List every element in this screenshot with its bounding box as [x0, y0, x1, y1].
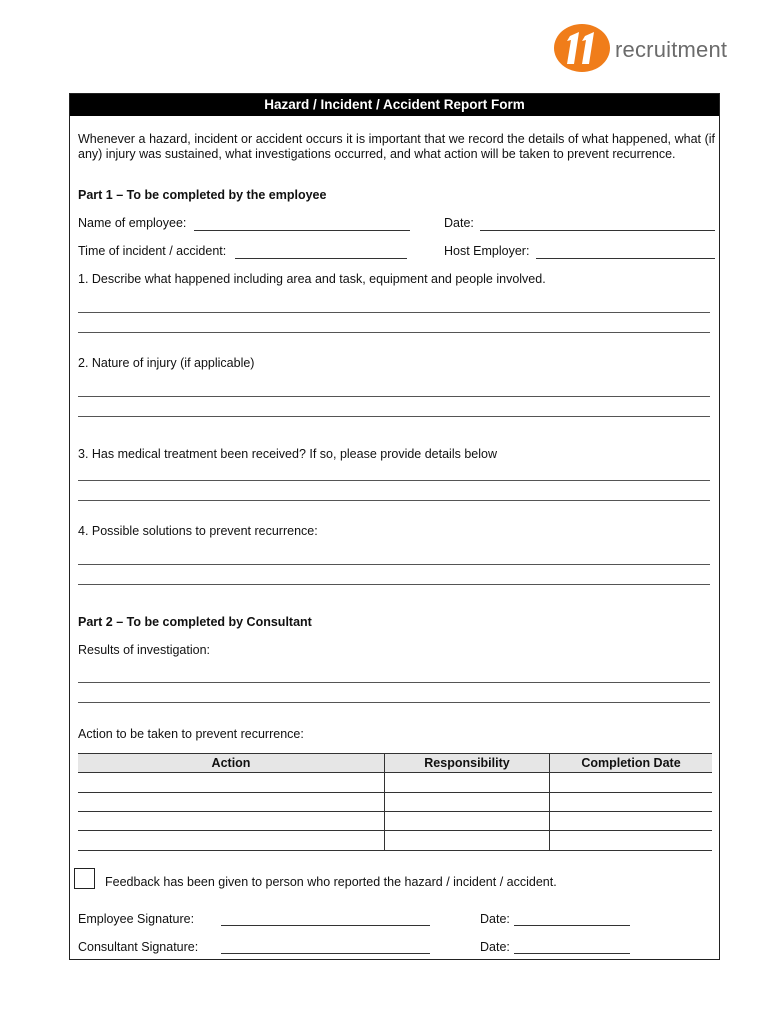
- question-1: 1. Describe what happened including area and task, equipment and people involved.: [78, 272, 546, 286]
- consultant-signature-date-label: Date:: [480, 940, 510, 954]
- table-divider: [384, 753, 385, 851]
- part2-heading: Part 2 – To be completed by Consultant: [78, 615, 312, 629]
- table-row[interactable]: [78, 792, 712, 793]
- consultant-signature-label: Consultant Signature:: [78, 940, 199, 954]
- table-row[interactable]: [78, 850, 712, 851]
- employee-signature-date-field[interactable]: [514, 925, 630, 926]
- question-3: 3. Has medical treatment been received? If so, please provide details below: [78, 447, 497, 461]
- feedback-checkbox[interactable]: [74, 868, 95, 889]
- company-logo: [552, 22, 732, 74]
- employee-signature-field[interactable]: [221, 925, 430, 926]
- table-row[interactable]: [78, 830, 712, 831]
- form-title: Hazard / Incident / Accident Report Form: [70, 94, 719, 116]
- date-field[interactable]: [480, 230, 715, 231]
- answer-line[interactable]: [78, 480, 710, 481]
- table-header-responsibility: Responsibility: [424, 756, 510, 770]
- logo-mark-icon: [552, 22, 614, 74]
- report-form: [69, 93, 720, 960]
- employee-signature-label: Employee Signature:: [78, 912, 195, 926]
- employee-name-field[interactable]: [194, 230, 410, 231]
- table-row[interactable]: [78, 811, 712, 812]
- table-header-action: Action: [211, 756, 251, 770]
- table-header-completion-date: Completion Date: [581, 756, 681, 770]
- table-divider: [549, 753, 550, 851]
- incident-time-field[interactable]: [235, 258, 407, 259]
- action-label: Action to be taken to prevent recurrence:: [78, 727, 304, 741]
- table-header-row: [78, 753, 712, 773]
- answer-line[interactable]: [78, 682, 710, 683]
- answer-line[interactable]: [78, 564, 710, 565]
- answer-line[interactable]: [78, 332, 710, 333]
- incident-time-label: Time of incident / accident:: [78, 244, 227, 258]
- consultant-signature-field[interactable]: [221, 953, 430, 954]
- question-2: 2. Nature of injury (if applicable): [78, 356, 255, 370]
- answer-line[interactable]: [78, 396, 710, 397]
- part1-heading: Part 1 – To be completed by the employee: [78, 188, 327, 202]
- answer-line[interactable]: [78, 584, 710, 585]
- host-employer-field[interactable]: [536, 258, 715, 259]
- question-4: 4. Possible solutions to prevent recurrence:: [78, 524, 318, 538]
- answer-line[interactable]: [78, 702, 710, 703]
- host-employer-label: Host Employer:: [444, 244, 530, 258]
- employee-name-label: Name of employee:: [78, 216, 187, 230]
- date-label: Date:: [444, 216, 474, 230]
- answer-line[interactable]: [78, 500, 710, 501]
- consultant-signature-date-field[interactable]: [514, 953, 630, 954]
- feedback-text: Feedback has been given to person who reported the hazard / incident / accident.: [105, 875, 557, 889]
- employee-signature-date-label: Date:: [480, 912, 510, 926]
- logo-text: recruitment: [615, 37, 728, 62]
- answer-line[interactable]: [78, 312, 710, 313]
- intro-text: Whenever a hazard, incident or accident occurs it is important that we record the details of what happened, what (if any) injury was sustained, what investigations occurred, and what action will be taken to prevent recurrence.: [78, 132, 715, 161]
- answer-line[interactable]: [78, 416, 710, 417]
- results-label: Results of investigation:: [78, 643, 211, 657]
